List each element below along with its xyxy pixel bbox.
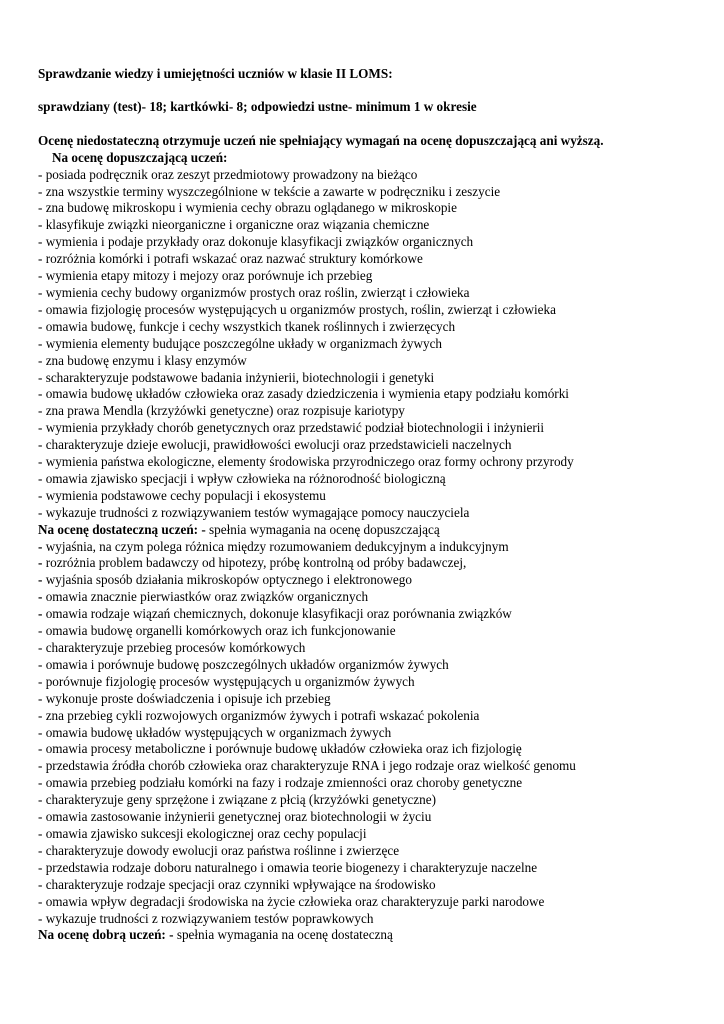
document-title: Sprawdzanie wiedzy i umiejętności uczniów w klasie II LOMS: <box>38 66 393 81</box>
list-dostateczna <box>38 539 708 928</box>
list-item <box>38 809 708 826</box>
list-dash: - <box>38 825 43 841</box>
list-item: - wykazuje trudności z rozwiązywaniem testów wymagające pomocy nauczyciela <box>38 504 470 520</box>
section-label: Na ocenę dopuszczającą uczeń: <box>52 149 228 165</box>
list-dash: - <box>38 555 43 571</box>
list-dash: - <box>38 859 43 875</box>
list-text: wyjaśnia, na czym polega różnica między rozumowaniem dedukcyjnym a indukcyjnym <box>42 538 509 554</box>
list-item: - charakteryzuje dzieje ewolucji, prawidłowości ewolucji oraz przedstawicieli naczelnych <box>38 437 512 453</box>
list-text: przedstawia źródła chorób człowieka oraz charakteryzuje RNA i jego rodzaje oraz wielkość genomu <box>42 758 576 774</box>
list-item <box>38 911 708 928</box>
list-dash: - <box>38 910 43 926</box>
list-text: omawia rodzaje wiązań chemicznych, dokonuje klasyfikacji oraz porównania związków <box>42 606 512 622</box>
list-item: - omawia budowę, funkcje i cechy wszystkich tkanek roślinnych i zwierzęcych <box>38 318 456 334</box>
list-dash: - <box>38 741 43 757</box>
list-text: porównuje fizjologię procesów występujących u organizmów żywych <box>42 673 415 689</box>
tests-info: sprawdziany (test)- 18; kartkówki- 8; odpowiedzi ustne- minimum 1 w okresie <box>38 99 477 115</box>
list-text: charakteryzuje przebieg procesów komórkowych <box>42 640 306 655</box>
section-dostateczna-label <box>38 522 708 539</box>
list-dash: - <box>38 842 43 858</box>
section-dopuszczajaca-label <box>38 150 708 167</box>
list-text: omawia zjawisko sukcesji ekologicznej oraz cechy populacji <box>42 825 367 841</box>
list-dash: - <box>38 640 43 655</box>
list-text: omawia procesy metaboliczne i porównuje budowę układów człowieka oraz ich fizjologię <box>42 741 522 757</box>
list-item: - wymienia państwa ekologiczne, elementy środowiska przyrodniczego oraz formy ochrony przyrody <box>38 454 574 470</box>
list-text: omawia wpływ degradacji środowiska na życie człowieka oraz charakteryzuje parki narodowe <box>42 893 545 909</box>
list-text: rozróżnia problem badawczy od hipotezy, próbę kontrolną od próby badawczej, <box>42 555 467 571</box>
list-text: omawia przebieg podziału komórki na fazy i rodzaje zmienności oraz choroby genetyczne <box>42 775 523 791</box>
list-item: - rozróżnia komórki i potrafi wskazać oraz nazwać struktury komórkowe <box>38 251 423 267</box>
list-text: charakteryzuje dowody ewolucji oraz państwa roślinne i zwierzęce <box>42 842 400 858</box>
list-item <box>38 792 708 809</box>
list-item: - wymienia cechy budowy organizmów prostych oraz roślin, zwierząt i człowieka <box>38 284 470 300</box>
list-item <box>38 826 708 843</box>
list-dash: - <box>38 572 43 588</box>
list-item: - wymienia i podaje przykłady oraz dokonuje klasyfikacji związków organicznych <box>38 234 474 250</box>
list-text: zna przebieg cykli rozwojowych organizmów żywych i potrafi wskazać pokolenia <box>42 707 480 723</box>
section-rest: spełnia wymagania na ocenę dostateczną <box>173 927 393 943</box>
list-text: omawia znacznie pierwiastków oraz związków organicznych <box>42 589 369 605</box>
list-dash: - <box>38 792 43 808</box>
list-item <box>38 539 708 556</box>
list-item: - wymienia przykłady chorób genetycznych oraz przedstawić podział biotechnologii i inżynierii <box>38 420 545 436</box>
list-text: charakteryzuje rodzaje specjacji oraz czynniki wpływające na środowisko <box>42 876 436 892</box>
list-text: omawia budowę organelli komórkowych oraz ich funkcjonowanie <box>42 623 396 639</box>
fail-grade-rule: Ocenę niedostateczną otrzymuje uczeń nie spełniający wymagań na ocenę dopuszczającą ani wyższą. <box>38 132 604 148</box>
section-label: Na ocenę dobrą uczeń: - <box>38 927 174 943</box>
list-item: - scharakteryzuje podstawowe badania inżynierii, biotechnologii i genetyki <box>38 369 435 385</box>
list-dash: - <box>38 538 43 554</box>
list-dash: - <box>38 606 43 622</box>
list-item <box>38 623 708 640</box>
list-item: - wymienia podstawowe cechy populacji i ekosystemu <box>38 487 326 503</box>
list-item: - omawia zjawisko specjacji i wpływ człowieka na różnorodność biologiczną <box>38 470 446 486</box>
list-item <box>38 877 708 894</box>
list-item: - omawia budowę układów człowieka oraz zasady dziedziczenia i wymienia etapy podziału komórki <box>38 386 569 402</box>
list-item <box>38 894 708 911</box>
section-rest: spełnia wymagania na ocenę dopuszczającą <box>205 521 440 537</box>
list-text: omawia i porównuje budowę poszczególnych układów organizmów żywych <box>42 656 449 672</box>
list-dash: - <box>38 758 43 774</box>
list-item <box>38 606 708 623</box>
list-item: - omawia fizjologię procesów występujących u organizmów prostych, roślin, zwierząt i człowieka <box>38 301 556 317</box>
list-item <box>38 555 708 572</box>
list-item <box>38 674 708 691</box>
list-item: - zna budowę enzymu i klasy enzymów <box>38 352 247 368</box>
list-text: wyjaśnia sposób działania mikroskopów optycznego i elektronowego <box>42 572 412 588</box>
list-item <box>38 640 708 657</box>
list-text: omawia budowę układów występujących w organizmach żywych <box>42 724 392 740</box>
list-dash: - <box>38 589 43 605</box>
list-dash: - <box>38 673 43 689</box>
list-item <box>38 708 708 725</box>
list-item <box>38 572 708 589</box>
document-page <box>38 66 708 944</box>
section-label: Na ocenę dostateczną uczeń: - <box>38 521 206 537</box>
list-dash: - <box>38 876 43 892</box>
list-dopuszczajaca <box>38 167 708 522</box>
list-text: wykazuje trudności z rozwiązywaniem testów poprawkowych <box>42 910 374 926</box>
list-dash: - <box>38 724 43 740</box>
list-item <box>38 725 708 742</box>
list-dash: - <box>38 623 43 639</box>
list-item: - zna wszystkie terminy wyszczególnione w tekście a zawarte w podręczniku i zeszycie <box>38 183 501 199</box>
list-item <box>38 691 708 708</box>
list-dash: - <box>38 656 43 672</box>
list-item: - zna budowę mikroskopu i wymienia cechy obrazu oglądanego w mikroskopie <box>38 200 457 216</box>
list-item: - posiada podręcznik oraz zeszyt przedmiotowy prowadzony na bieżąco <box>38 166 418 182</box>
list-text: omawia zastosowanie inżynierii genetycznej oraz biotechnologii w życiu <box>42 809 432 825</box>
list-text: przedstawia rodzaje doboru naturalnego i omawia teorie biogenezy i charakteryzuje naczelne <box>42 859 538 875</box>
list-item <box>38 589 708 606</box>
list-item <box>38 775 708 792</box>
list-dash: - <box>38 707 43 723</box>
list-dash: - <box>38 775 43 791</box>
list-item <box>38 843 708 860</box>
list-item: - wymienia elementy budujące poszczególne układy w organizmach żywych <box>38 335 443 351</box>
list-dash: - <box>38 809 43 825</box>
section-dobra-label <box>38 927 708 944</box>
list-item <box>38 758 708 775</box>
list-dash: - <box>38 690 43 706</box>
list-item: - wymienia etapy mitozy i mejozy oraz porównuje ich przebieg <box>38 268 373 284</box>
list-text: charakteryzuje geny sprzężone i związane z płcią (krzyżówki genetyczne) <box>42 792 436 808</box>
list-item <box>38 657 708 674</box>
list-item <box>38 741 708 758</box>
list-item: - klasyfikuje związki nieorganiczne i organiczne oraz wiązania chemiczne <box>38 217 430 233</box>
list-dash: - <box>38 893 43 909</box>
list-text: wykonuje proste doświadczenia i opisuje ich przebieg <box>42 690 331 706</box>
list-item <box>38 860 708 877</box>
list-item: - zna prawa Mendla (krzyżówki genetyczne) oraz rozpisuje kariotypy <box>38 403 405 419</box>
